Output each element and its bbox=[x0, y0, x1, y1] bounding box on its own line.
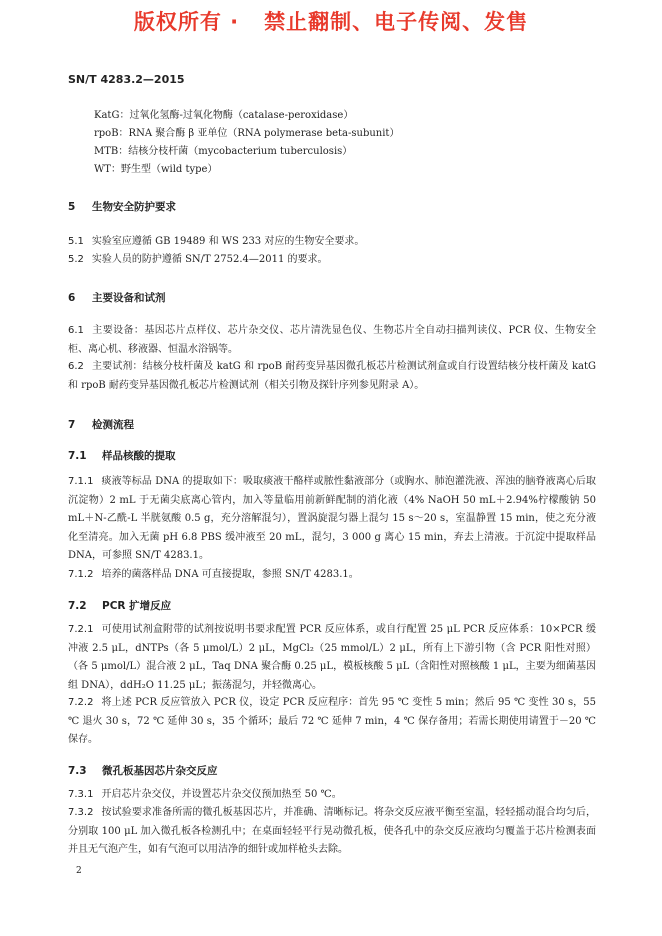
section-number: 5 bbox=[68, 201, 76, 213]
section-title: 检测流程 bbox=[92, 419, 134, 431]
clause-number: 5.2 bbox=[68, 254, 84, 265]
clause-text: 实验人员的防护遵循 SN/T 2752.4—2011 的要求。 bbox=[91, 254, 328, 265]
clause-text: 实验室应遵循 GB 19489 和 WS 233 对应的生物安全要求。 bbox=[91, 236, 365, 247]
clause-text: 主要试剂：结核分枝杆菌及 katG 和 rpoB 耐药变异基因微孔板芯片检测试剂盒或自行设置结核分枝杆菌及 katG 和 rpoB 耐药变异基因微孔板芯片检测试剂（相关引物及探针序列参见附录 A）。 bbox=[68, 361, 596, 391]
clause-number: 7.1.2 bbox=[68, 569, 94, 580]
clause-number: 7.1.1 bbox=[68, 476, 94, 487]
section-5-heading bbox=[68, 199, 176, 214]
section-number: 7 bbox=[68, 419, 76, 431]
clause-number: 7.2.2 bbox=[68, 697, 94, 708]
clause-text: 可使用试剂盒附带的试剂按说明书要求配置 PCR 反应体系，或自行配置 25 μL PCR 反应体系：10×PCR 缓冲液 2.5 μL，dNTPs（各 5 μmol/L）2 μL，MgCl₂（25 mmol/L）2 μL，所有上下游引物（含 PCR 阳性对照）（各 5 μmol/L）混合液 2 μL，Taq DNA 聚合酶 0.25 μL，模板核酸 5 μL（含阳性对照核酸 1 μL，主要为细菌基因组 DNA），ddH₂O 11.25 μL；振荡混匀，并轻微离心。 bbox=[68, 624, 596, 691]
clause-text: 按试验要求准备所需的微孔板基因芯片，并准确、清晰标记。将杂交反应液平衡至室温，轻轻摇动混合均匀后，分别取 100 μL 加入微孔板各检测孔中；在桌面轻轻平行晃动微孔板，使各孔中的杂交反应液均匀覆盖于芯片检测表面并且无气泡产生，如有气泡可以用洁净的细针或加样枪头去除。 bbox=[68, 807, 596, 855]
clause-number: 7.3.1 bbox=[68, 789, 94, 800]
section-number: 7.3 bbox=[68, 765, 87, 777]
clause-text: 将上述 PCR 反应管放入 PCR 仪，设定 PCR 反应程序：首先 95 ℃ 变性 5 min；然后 95 ℃ 变性 30 s，55 ℃ 退火 30 s，72 ℃ 延伸 30 s，35 个循环；最后 72 ℃ 延伸 7 min，4 ℃ 保存备用；若需长期使用请置于－20 ℃ 保存。 bbox=[68, 697, 596, 745]
abbreviation-wt: WT：野生型（wild type） bbox=[94, 164, 218, 175]
section-title: 生物安全防护要求 bbox=[92, 201, 176, 213]
clause-text: 培养的菌落样品 DNA 可直接提取，参照 SN/T 4283.1。 bbox=[101, 569, 359, 580]
clause-7-3-1 bbox=[68, 786, 596, 805]
section-title: 微孔板基因芯片杂交反应 bbox=[102, 765, 218, 777]
section-number: 7.2 bbox=[68, 600, 87, 612]
clause-number: 5.1 bbox=[68, 236, 84, 247]
clause-7-3-2 bbox=[68, 804, 596, 860]
abbreviation-mtb: MTB：结核分枝杆菌（mycobacterium tuberculosis） bbox=[94, 146, 353, 157]
clause-number: 7.2.1 bbox=[68, 624, 94, 635]
clause-7-2-1 bbox=[68, 621, 596, 695]
abbreviation-katg: KatG：过氧化氢酶-过氧化物酶（catalase-peroxidase） bbox=[94, 110, 354, 121]
section-title: 主要设备和试剂 bbox=[92, 292, 166, 304]
clause-number: 6.2 bbox=[68, 361, 84, 372]
section-number: 7.1 bbox=[68, 450, 87, 462]
clause-7-1-1 bbox=[68, 473, 596, 566]
section-number: 6 bbox=[68, 292, 76, 304]
abbreviation-rpob: rpoB：RNA 聚合酶 β 亚单位（RNA polymerase beta-subunit） bbox=[94, 128, 400, 139]
clause-number: 6.1 bbox=[68, 325, 84, 336]
clause-text: 痰液等标品 DNA 的提取如下：吸取痰液干酪样或脓性黏液部分（或胸水、肺泡灌洗液、浑浊的脑脊液离心后取沉淀物）2 mL 于无菌尖底离心管内，加入等量临用前新鲜配制的消化液（4% NaOH 50 mL＋2.94%柠檬酸钠 50 mL＋N-乙酰-L 半胱氨酸 0.5 g，充分溶解混匀），置涡旋混匀器上混匀 15 s～20 s，室温静置 15 min，使之充分液化至清亮。加入无菌 pH 6.8 PBS 缓冲液至 20 mL，混匀，3 000 g 离心 15 min，弃去上清液。于沉淀中提取样品 DNA，可参照 SN/T 4283.1。 bbox=[68, 476, 596, 561]
clause-number: 7.3.2 bbox=[68, 807, 94, 818]
clause-text: 主要设备：基因芯片点样仪、芯片杂交仪、芯片清洗显色仪、生物芯片全自动扫描判读仪、PCR 仪、生物安全柜、离心机、移液器、恒温水浴锅等。 bbox=[68, 325, 596, 355]
clause-5-1 bbox=[68, 233, 596, 252]
clause-text: 开启芯片杂交仪，并设置芯片杂交仪预加热至 50 ℃。 bbox=[101, 789, 342, 800]
clause-6-1 bbox=[68, 322, 596, 359]
section-title: 样品核酸的提取 bbox=[102, 450, 176, 462]
section-title: PCR 扩增反应 bbox=[102, 600, 172, 612]
clause-6-2 bbox=[68, 358, 596, 395]
section-7-2-heading bbox=[68, 598, 171, 613]
section-7-1-heading bbox=[68, 448, 176, 463]
document-number: SN/T 4283.2—2015 bbox=[68, 73, 185, 86]
section-6-heading bbox=[68, 290, 166, 305]
watermark-banner: 版权所有 · 禁止翻制、电子传阅、发售 bbox=[133, 10, 529, 34]
page-number: 2 bbox=[76, 866, 82, 876]
section-7-3-heading bbox=[68, 763, 218, 778]
clause-7-1-2 bbox=[68, 566, 596, 585]
section-7-heading bbox=[68, 417, 134, 432]
clause-7-2-2 bbox=[68, 694, 596, 750]
clause-5-2 bbox=[68, 251, 596, 270]
